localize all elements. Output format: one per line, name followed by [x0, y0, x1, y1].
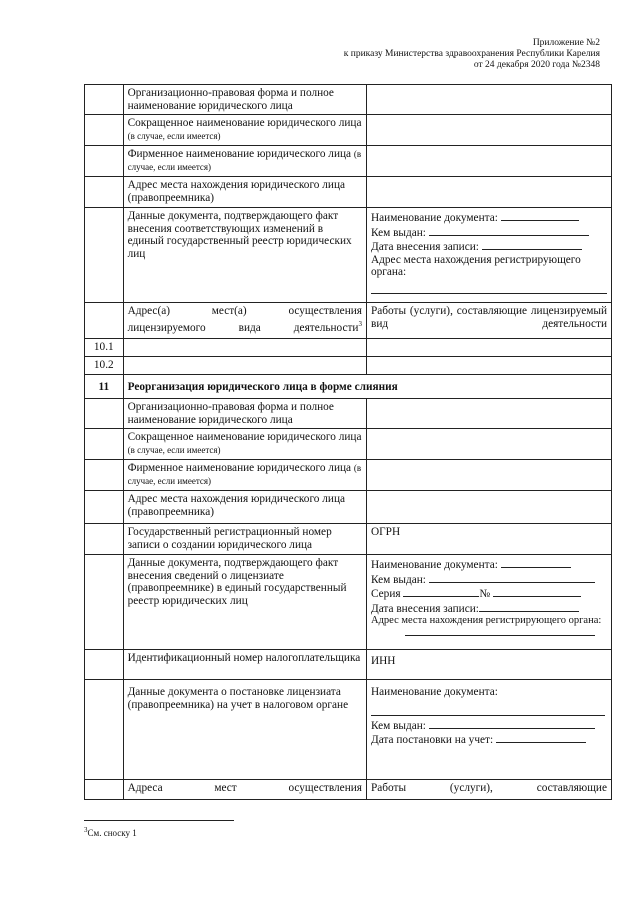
- row-value[interactable]: [366, 399, 611, 429]
- row-label: Фирменное наименование юридического лица: [127, 148, 352, 160]
- form-table: [84, 84, 612, 800]
- series-label: Серия: [370, 588, 401, 600]
- issued-by-label: Кем выдан:: [370, 719, 426, 732]
- reg-address-label: Адрес места нахождения регистрирующего органа:: [370, 253, 581, 278]
- series-field[interactable]: [403, 586, 479, 597]
- row-label: Данные документа о постановке лицензиата (правопреемника) на учет в налоговом органе: [123, 680, 366, 780]
- table-row: [85, 780, 612, 800]
- tax-date-label: Дата постановки на учет:: [370, 734, 494, 746]
- row-note: (в случае, если имеется): [127, 444, 221, 455]
- inn-value[interactable]: ИНН: [366, 650, 611, 680]
- footnote-text: См. сноску 1: [87, 828, 137, 838]
- table-row: [85, 524, 612, 555]
- entry-date-label: Дата внесения записи:: [370, 602, 479, 615]
- footnote-divider: [84, 820, 234, 821]
- section-title: Реорганизация юридического лица в форме слияния: [123, 375, 611, 399]
- table-row: [85, 680, 612, 780]
- reg-address-label: Адрес места нахождения регистрирующего органа:: [370, 615, 602, 626]
- row-value[interactable]: [366, 85, 611, 115]
- doc-name-field[interactable]: [501, 557, 571, 568]
- row-note: (в случае, если имеется): [127, 463, 362, 486]
- table-row: [85, 115, 612, 146]
- entry-date-label: Дата внесения записи:: [370, 241, 479, 253]
- table-row: [85, 339, 612, 357]
- row-label: Организационно-правовая форма и полное наименование юридического лица: [123, 399, 366, 429]
- footnote: [84, 826, 137, 838]
- issued-by-field[interactable]: [429, 225, 589, 236]
- doc-name-label: Наименование документа:: [370, 212, 498, 224]
- row-label: Идентификационный номер налогоплательщика: [123, 650, 366, 680]
- section-row: [85, 375, 612, 399]
- table-row: [85, 429, 612, 460]
- table-row: [85, 357, 612, 375]
- row-label: Данные документа, подтверждающего факт внесения соответствующих изменений в единый государственный реестр юридических лиц: [123, 208, 366, 303]
- tax-fields: [366, 680, 611, 780]
- doc-name-label: Наименование документа:: [370, 559, 498, 571]
- row-number: 10.1: [85, 339, 124, 357]
- licensee-fields: [366, 555, 611, 650]
- table-row: [85, 650, 612, 680]
- row-value[interactable]: [366, 429, 611, 460]
- header-date: от 24 декабря 2020 года №2348: [473, 60, 600, 70]
- row-label: Данные документа, подтверждающего факт внесения сведений о лицензиате (правопреемнике) в единый государственный реестр юридических лиц: [123, 555, 366, 650]
- entry-date-field[interactable]: [479, 601, 579, 612]
- row-value[interactable]: [366, 460, 611, 491]
- ogrn-value[interactable]: ОГРН: [366, 524, 611, 555]
- row-label: Организационно-правовая форма и полное наименование юридического лица: [123, 85, 366, 115]
- table-row: [85, 399, 612, 429]
- entry-date-field[interactable]: [482, 239, 582, 250]
- table-row: [85, 208, 612, 303]
- table-row: [85, 146, 612, 177]
- row-label: Адреса мест осуществления: [123, 780, 366, 800]
- table-row: [85, 177, 612, 208]
- table-row: [85, 303, 612, 339]
- doc-name-field[interactable]: [501, 210, 579, 221]
- row-number: 10.2: [85, 357, 124, 375]
- row-value[interactable]: [366, 177, 611, 208]
- section-number: 11: [85, 375, 124, 399]
- issued-by-field[interactable]: [429, 572, 595, 583]
- table-row: [85, 491, 612, 524]
- row-value: Работы (услуги), составляющие: [366, 780, 611, 800]
- number-label: №: [479, 588, 491, 600]
- row-value[interactable]: [366, 146, 611, 177]
- doc-name-field[interactable]: [371, 705, 605, 716]
- footnote-ref: 3: [358, 319, 362, 328]
- footnote-marker: 3: [84, 826, 88, 834]
- document-header: [344, 38, 600, 71]
- row-label: Сокращенное наименование юридического лица: [127, 117, 362, 129]
- row-label: Сокращенное наименование юридического лица: [127, 431, 362, 443]
- reg-address-field[interactable]: [371, 283, 607, 294]
- row-label: Фирменное наименование юридического лица: [127, 462, 352, 474]
- table-row: [85, 555, 612, 650]
- row-note: (в случае, если имеется): [127, 130, 221, 141]
- issued-by-label: Кем выдан:: [370, 226, 426, 239]
- issued-by-field[interactable]: [429, 718, 595, 729]
- row-label: Адрес(а) мест(а) осуществления лицензируемого вида деятельности: [127, 305, 362, 334]
- row-value: Работы (услуги), составляющие лицензируемый вид деятельности: [366, 303, 611, 339]
- egrul-fields: [366, 208, 611, 303]
- row-label: Государственный регистрационный номер записи о создании юридического лица: [123, 524, 366, 555]
- row-label: Адрес места нахождения юридического лица (правопреемника): [123, 491, 366, 524]
- number-field[interactable]: [493, 586, 581, 597]
- row-value[interactable]: [366, 491, 611, 524]
- header-appendix: Приложение №2: [532, 38, 600, 48]
- issued-by-label: Кем выдан:: [370, 573, 426, 586]
- header-order: к приказу Министерства здравоохранения Республики Карелия: [343, 49, 600, 59]
- table-row: [85, 85, 612, 115]
- row-value[interactable]: [366, 115, 611, 146]
- row-label: Адрес места нахождения юридического лица (правопреемника): [123, 177, 366, 208]
- tax-date-field[interactable]: [496, 732, 586, 743]
- row-note: (в случае, если имеется): [127, 149, 362, 172]
- table-row: [85, 460, 612, 491]
- doc-name-label: Наименование документа:: [370, 686, 498, 698]
